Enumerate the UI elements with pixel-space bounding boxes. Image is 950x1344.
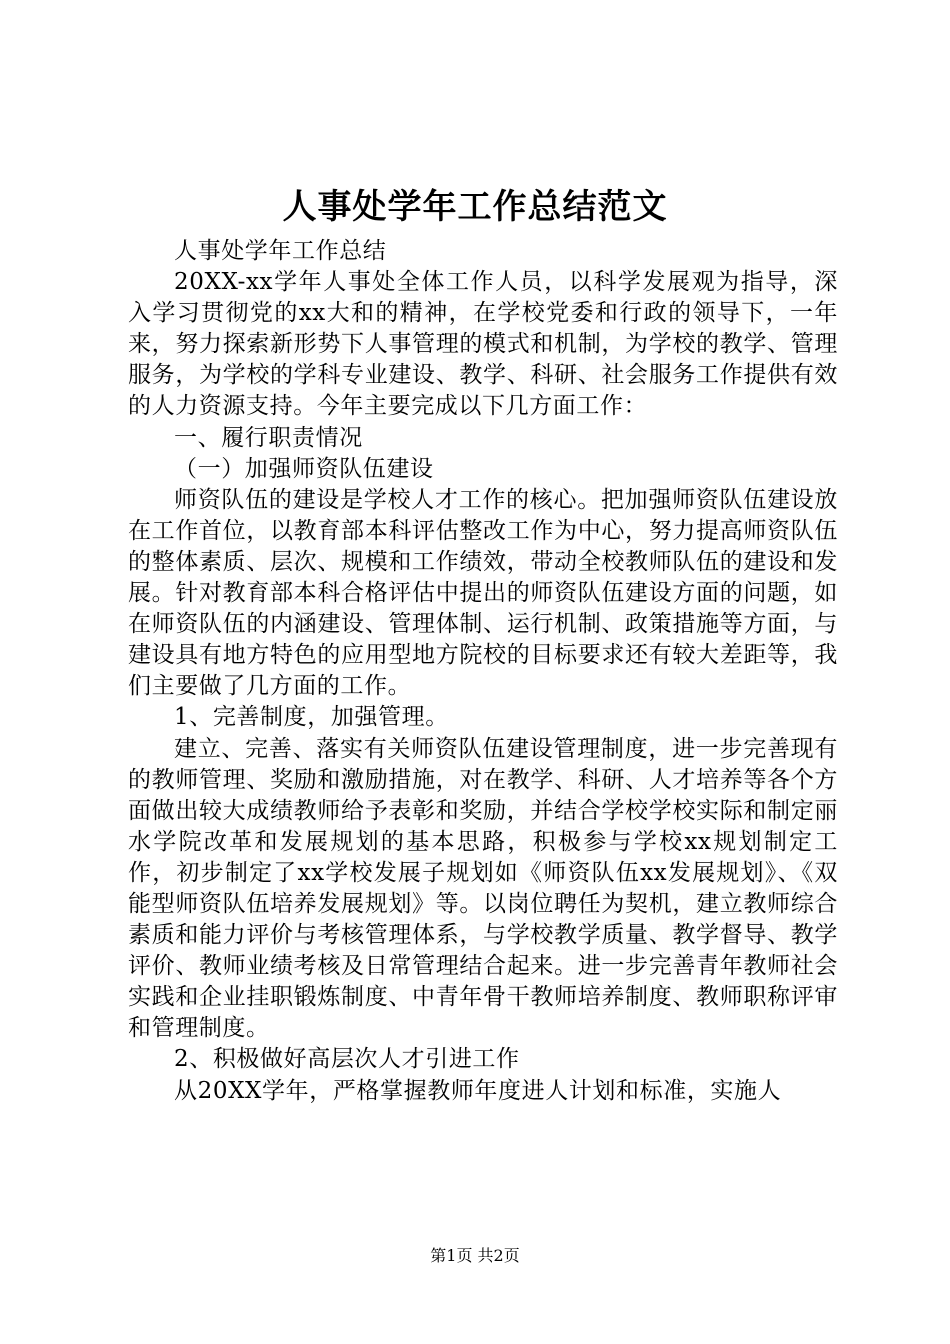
item-heading-1: 1、完善制度，加强管理。 [174, 704, 449, 731]
document-title: 人事处学年工作总结范文 [282, 187, 668, 227]
section-heading-1: 一、履行职责情况 [174, 424, 363, 451]
page-footer: 第1页 共2页 [430, 1246, 520, 1265]
paragraph-intro: 20XX-xx学年人事处全体工作人员，以科学发展观为指导，深入学习贯彻党的xx大和的精神，在学校党委和行政的领导下，一年来，努力探索新形势下人事管理的模式和机制，为学校的教学、管理服务，为学校的学科专业建设、教学、科研、社会服务工作提供有效的人力资源支持。今年主要完成以下几方面工作： [128, 269, 838, 420]
item-heading-2: 2、积极做好高层次人才引进工作 [174, 1046, 520, 1073]
subsection-heading-1: （一）加强师资队伍建设 [174, 455, 434, 482]
paragraph-recruitment: 从20XX学年，严格掌握教师年度进人计划和标准，实施人 [174, 1077, 782, 1104]
paragraph-teacher-team: 师资队伍的建设是学校人才工作的核心。把加强师资队伍建设放在工作首位，以教育部本科评估整改工作为中心，努力提高师资队伍的整体素质、层次、规模和工作绩效，带动全校教师队伍的建设和发展。针对教育部本科合格评估中提出的师资队伍建设方面的问题，如在师资队伍的内涵建设、管理体制、运行机制、政策措施等方面，与建设具有地方特色的应用型地方院校的目标要求还有较大差距等，我们主要做了几方面的工作。 [128, 486, 838, 700]
paragraph-system: 建立、完善、落实有关师资队伍建设管理制度，进一步完善现有的教师管理、奖励和激励措施，对在教学、科研、人才培养等各个方面做出较大成绩教师给予表彰和奖励，并结合学校学校实际和制定丽水学院改革和发展规划的基本思路，积极参与学校xx规划制定工作，初步制定了xx学校发展子规划如《师资队伍xx发展规划》、《双能型师资队伍培养发展规划》等。以岗位聘任为契机，建立教师综合素质和能力评价与考核管理体系，与学校教学质量、教学督导、教学评价、教师业绩考核及日常管理结合起来。进一步完善青年教师社会实践和企业挂职锻炼制度、中青年骨干教师培养制度、教师职称评审和管理制度。 [128, 735, 838, 1042]
document-body [128, 236, 838, 1107]
paragraph-subtitle: 人事处学年工作总结 [174, 238, 387, 264]
